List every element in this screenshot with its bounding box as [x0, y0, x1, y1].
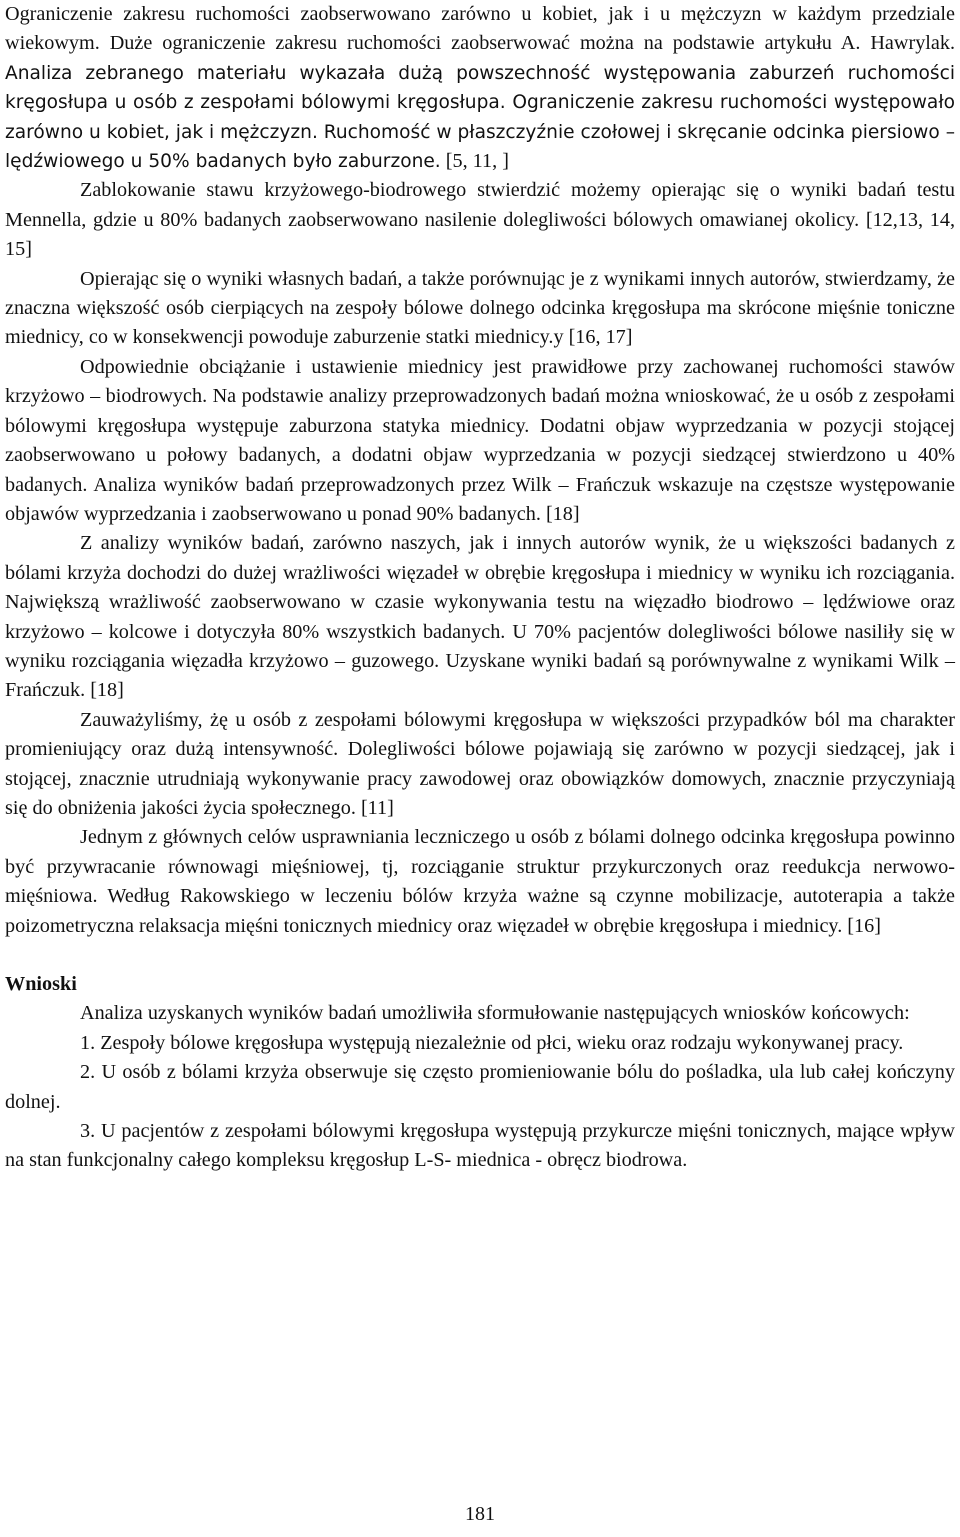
paragraph-pelvis-statics: Odpowiednie obciążanie i ustawienie miednicy jest prawidłowe przy zachowanej ruchomości stawów krzyżowo – biodrowych. Na podstawie analizy przeprowadzonych badań można wnioskować, że u osób z zespołami bólowymi kręgosłupa występuje zaburzona statyka miednicy. Dodatni objaw wyprzedzania w pozycji stojącej zaobserwowano u połowy badanych, a dodatni objaw wyprzedzania w pozycji siedzącej stwierdzono u 40% badanych. Analiza wyników badań przeprowadzonych przez Wilk – Frańczuk wskazuje na częstsze występowanie objawów wyprzedzania i zaobserwowano u ponad 90% badanych. [18]: [5, 355, 955, 525]
conclusions-intro: Analiza uzyskanych wyników badań umożliwiła sformułowanie następujących wniosków końcowych:: [80, 1002, 910, 1025]
paragraph-pain-character: Zauważyliśmy, żę u osób z zespołami bólowymi kręgosłupa w większości przypadków ból ma charakter promieniujący oraz dużą intensywność. Dolegliwości bólowe pojawiają się zarówno w pozycji siedzącej, jak i stojącej, znacznie utrudniają wykonywanie pracy zawodowej oraz obowiązków domowych, znacznie przyczyniają się do obniżenia jakości życia społecznego. [11]: [5, 708, 955, 819]
page-number: 181: [465, 1503, 495, 1525]
text-run-sans: Analiza zebranego materiału wykazała dużą powszechność występowania zaburzeń ruchomości kręgosłupa u osób z zespołami bólowymi kręgosłupa. Ograniczenie zakresu ruchomości występowało zarówno u kobiet, jak i mężczyzn. Ruchomość w płaszczyźnie czołowej i skręcanie odcinka piersiowo – lędźwiowego u 50% badanych było zaburzone.: [5, 62, 955, 173]
conclusion-item: 1. Zespoły bólowe kręgosłupa występują niezależnie od płci, wieku oraz rodzaju wykonywanej pracy.: [80, 1031, 904, 1054]
conclusion-item: 2. U osób z bólami krzyża obserwuje się często promieniowanie bólu do pośladka, ula lub całej kończyny dolnej.: [5, 1061, 955, 1113]
paragraph-therapy-goals: Jednym z głównych celów usprawniania leczniczego u osób z bólami dolnego odcinka kręgosłupa powinno być przywracanie równowagi mięśniowej, tj, rozciąganie struktur przykurczonych oraz reedukcja nerwowo-mięśniowa. Według Rakowskiego w leczeniu bólów krzyża ważne są czynne mobilizacje, autoterapia a także poizometryczna relaksacja mięśni tonicznych miednicy oraz więzadeł w obrębie kręgosłupa i miednicy. [16]: [5, 826, 955, 937]
document-page: [5, 0, 955, 1176]
text-run: Ograniczenie zakresu ruchomości zaobserwowano zarówno u kobiet, jak i u mężczyzn w każdym przedziale wiekowym. Duże ograniczenie zakresu ruchomości zaobserwować można na podstawie artykułu A. Hawrylak.: [5, 3, 955, 55]
paragraph-own-research: Opierając się o wyniki własnych badań, a także porównując je z wynikami innych autorów, stwierdzamy, że znaczna większość osób cierpiących na zespoły bólowe dolnego odcinka kręgosłupa ma skrócone mięśnie toniczne miednicy, co w konsekwencji powoduje zaburzenie statki miednicy.y [16, 17]: [5, 267, 955, 349]
conclusion-item: 3. U pacjentów z zespołami bólowymi kręgosłupa występują przykurcze mięśni tonicznych, mające wpływ na stan funkcjonalny całego kompleksu kręgosłup L-S- miednica - obręcz biodrowa.: [5, 1120, 955, 1172]
paragraph-ligament-sensitivity: Z analizy wyników badań, zarówno naszych, jak i innych autorów wynik, że u większości badanych z bólami krzyża dochodzi do dużej wrażliwości więzadeł w obrębie kręgosłupa i miednicy w wyniku ich rozciągania. Największą wrażliwość zaobserwowano w czasie wykonywania testu na więzadło biodrowo – lędźwiowe oraz krzyżowo – kolcowe i dotyczyła 80% wszystkich badanych. U 70% pacjentów dolegliwości bólowe nasiliły się w wyniku rozciągania więzadła krzyżowo – guzowego. Uzyskane wyniki badań są porównywalne z wynikami Wilk – Frańczuk. [18]: [5, 532, 955, 702]
conclusions-heading: Wnioski: [5, 973, 77, 995]
paragraph-mobility-limitation: [5, 0, 955, 176]
citation: [5, 11, ]: [440, 150, 509, 173]
paragraph-mennell-test: Zablokowanie stawu krzyżowego-biodrowego stwierdzić możemy opierając się o wyniki badań testu Mennella, gdzie u 80% badanych zaobserwowano nasilenie dolegliwości bólowych omawianej okolicy. [12,13, 14, 15]: [5, 179, 955, 261]
